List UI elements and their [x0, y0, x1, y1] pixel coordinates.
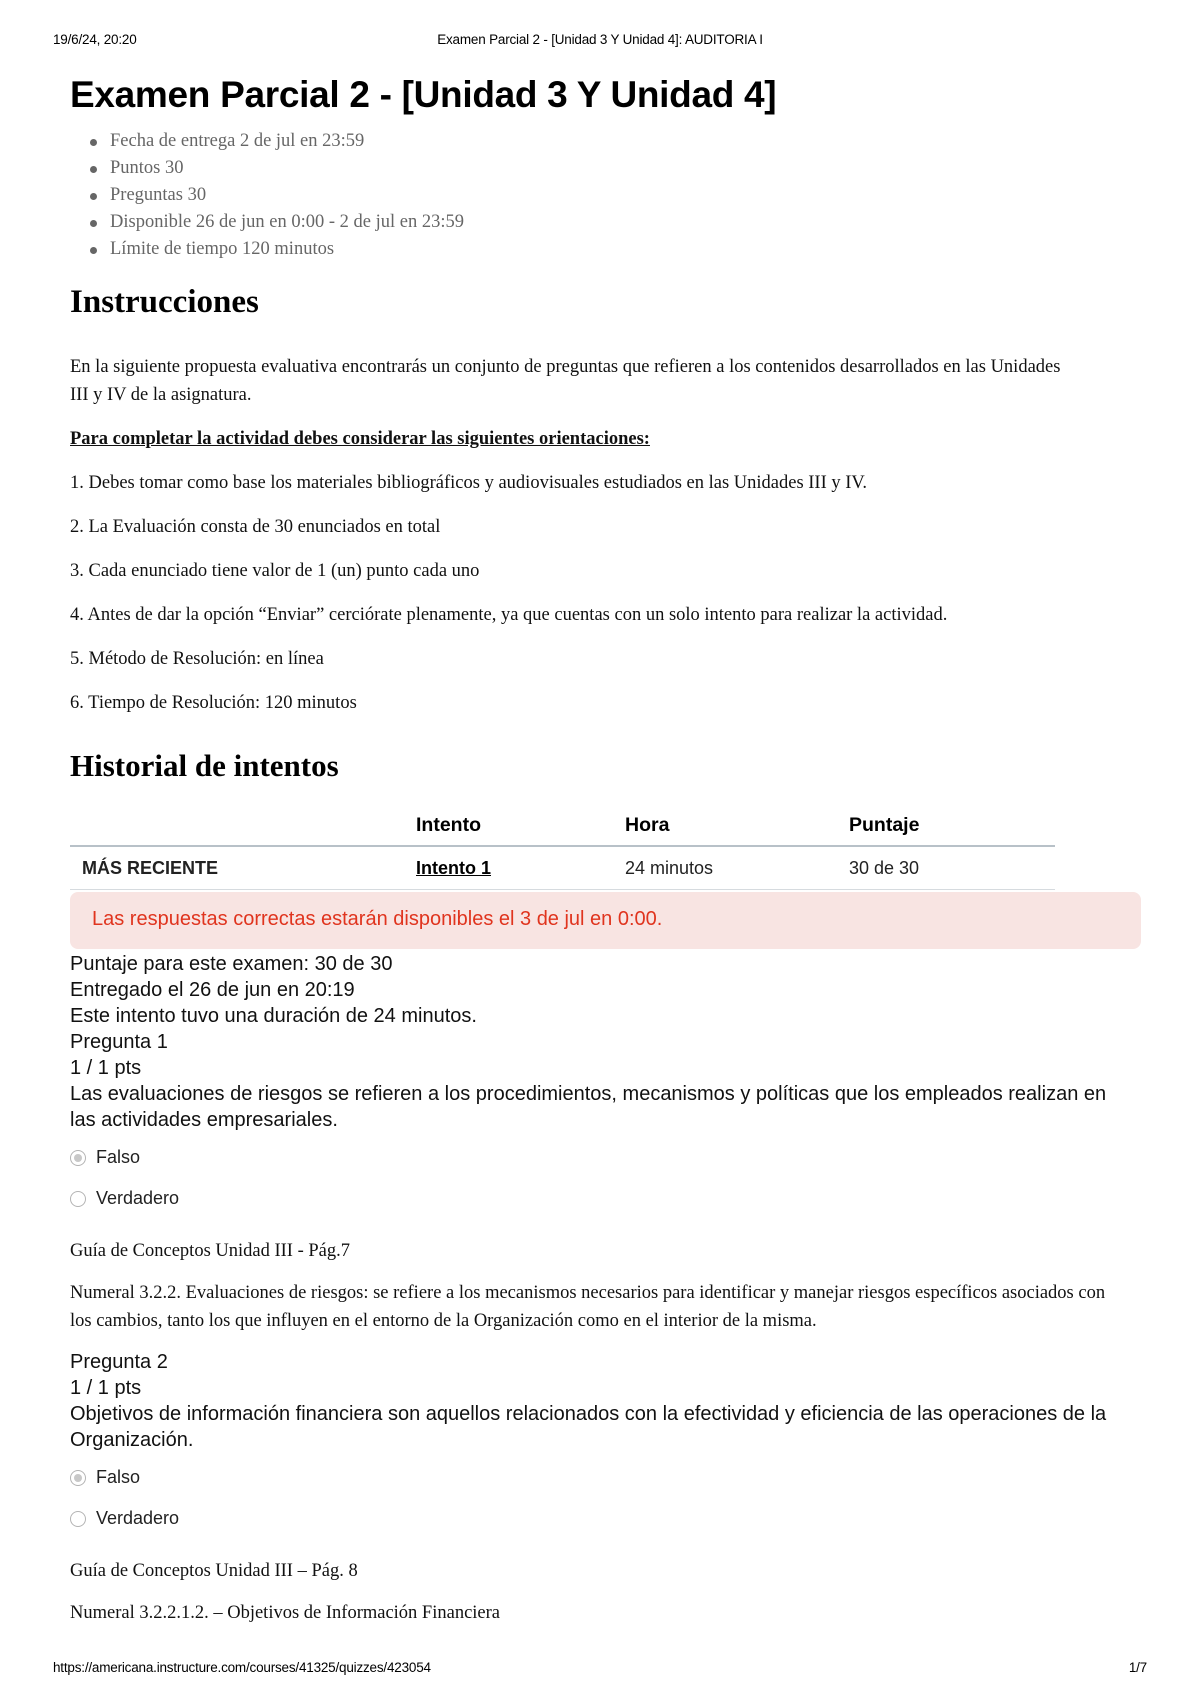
question-title: Pregunta 2 — [70, 1351, 168, 1374]
answer-label: Falso — [96, 1467, 141, 1488]
column-header-time: Hora — [613, 804, 837, 846]
question-feedback — [70, 1557, 1140, 1627]
instruction-step: 4. Antes de dar la opción “Enviar” cerciórate plenamente, ya que cuentas con un solo intento para realizar la actividad. — [70, 604, 948, 625]
quiz-details — [70, 128, 1140, 263]
print-title: Examen Parcial 2 - [Unidad 3 Y Unidad 4]: AUDITORIA I — [437, 32, 763, 47]
radio-selected-icon[interactable] — [70, 1150, 86, 1166]
attempt-duration: Este intento tuvo una duración de 24 minutos. — [70, 1005, 477, 1028]
answer-option[interactable] — [70, 1137, 1140, 1178]
detail-time-limit: Límite de tiempo 120 minutos — [110, 236, 1140, 263]
history-heading: Historial de intentos — [70, 747, 339, 783]
answer-label: Falso — [96, 1147, 141, 1168]
instructions-intro: En la siguiente propuesta evaluativa encontrarás un conjunto de preguntas que refieren a los contenidos desarrollados en las Unidades III y IV de la asignatura. — [70, 356, 1061, 405]
print-header — [53, 32, 1147, 52]
column-header-attempt: Intento — [404, 804, 613, 846]
print-page-number: 1/7 — [1128, 1660, 1147, 1675]
answer-option[interactable] — [70, 1178, 1140, 1219]
orientations-title: Para completar la actividad debes considerar las siguientes orientaciones: — [70, 428, 650, 449]
feedback-numeral: Numeral 3.2.2. Evaluaciones de riesgos: se refiere a los mecanismos necesarios para identificar y manejar riesgos específicos asociados con los cambios, tanto los que influyen en el entorno de la Organización como en el interior de la misma. — [70, 1283, 1106, 1332]
detail-available: Disponible 26 de jun en 0:00 - 2 de jul en 23:59 — [110, 209, 1140, 236]
attempt-link[interactable]: Intento 1 — [416, 858, 491, 879]
column-header-label — [70, 804, 404, 846]
quiz-score: Puntaje para este examen: 30 de 30 — [70, 953, 393, 976]
answer-list — [70, 1137, 1140, 1219]
answers-availability-alert: Las respuestas correctas estarán disponibles el 3 de jul en 0:00. — [70, 892, 1141, 949]
column-header-score: Puntaje — [837, 804, 1055, 846]
radio-selected-icon[interactable] — [70, 1470, 86, 1486]
question-text: Las evaluaciones de riesgos se refieren a los procedimientos, mecanismos y políticas que los empleados realizan en las actividades empresariales. — [70, 1083, 1107, 1132]
answer-option[interactable] — [70, 1457, 1140, 1498]
page-title: Examen Parcial 2 - [Unidad 3 Y Unidad 4] — [70, 74, 777, 115]
answer-list — [70, 1457, 1140, 1539]
question-2 — [70, 1349, 1140, 1627]
instruction-step: 5. Método de Resolución: en línea — [70, 648, 324, 669]
table-row — [70, 846, 1055, 890]
question-title: Pregunta 1 — [70, 1031, 168, 1054]
instructions-heading: Instrucciones — [70, 284, 259, 321]
answer-option[interactable] — [70, 1498, 1140, 1539]
question-feedback — [70, 1237, 1140, 1335]
instruction-step: 6. Tiempo de Resolución: 120 minutos — [70, 692, 357, 713]
radio-unselected-icon[interactable] — [70, 1511, 86, 1527]
detail-points: Puntos 30 — [110, 155, 1140, 182]
feedback-reference: Guía de Conceptos Unidad III - Pág.7 — [70, 1241, 351, 1262]
detail-due-date: Fecha de entrega 2 de jul en 23:59 — [110, 128, 1140, 155]
detail-questions: Preguntas 30 — [110, 182, 1140, 209]
print-footer — [53, 1660, 1147, 1680]
instruction-step: 2. La Evaluación consta de 30 enunciados en total — [70, 516, 441, 537]
attempt-summary — [70, 951, 1140, 1029]
submitted-date: Entregado el 26 de jun en 20:19 — [70, 979, 355, 1002]
quiz-content — [70, 72, 1140, 1627]
radio-unselected-icon[interactable] — [70, 1191, 86, 1207]
table-header-row — [70, 804, 1055, 846]
attempt-cell — [404, 846, 613, 890]
instructions-body — [70, 353, 1140, 717]
feedback-reference: Guía de Conceptos Unidad III – Pág. 8 — [70, 1561, 358, 1582]
attempt-score: 30 de 30 — [837, 846, 1055, 890]
answer-label: Verdadero — [96, 1188, 180, 1209]
attempt-time: 24 minutos — [613, 846, 837, 890]
question-1 — [70, 1029, 1140, 1335]
most-recent-label: MÁS RECIENTE — [70, 846, 404, 890]
question-text: Objetivos de información financiera son aquellos relacionados con la efectividad y eficiencia de las operaciones de la Organización. — [70, 1403, 1107, 1452]
attempt-history-table — [70, 804, 1055, 890]
instruction-step: 3. Cada enunciado tiene valor de 1 (un) punto cada uno — [70, 560, 480, 581]
print-date: 19/6/24, 20:20 — [53, 32, 137, 47]
question-points: 1 / 1 pts — [70, 1377, 142, 1400]
answer-label: Verdadero — [96, 1508, 180, 1529]
feedback-numeral: Numeral 3.2.2.1.2. – Objetivos de Información Financiera — [70, 1603, 501, 1624]
instruction-step: 1. Debes tomar como base los materiales bibliográficos y audiovisuales estudiados en las Unidades III y IV. — [70, 472, 868, 493]
question-points: 1 / 1 pts — [70, 1057, 142, 1080]
print-url: https://americana.instructure.com/courses/41325/quizzes/423054 — [53, 1660, 431, 1675]
